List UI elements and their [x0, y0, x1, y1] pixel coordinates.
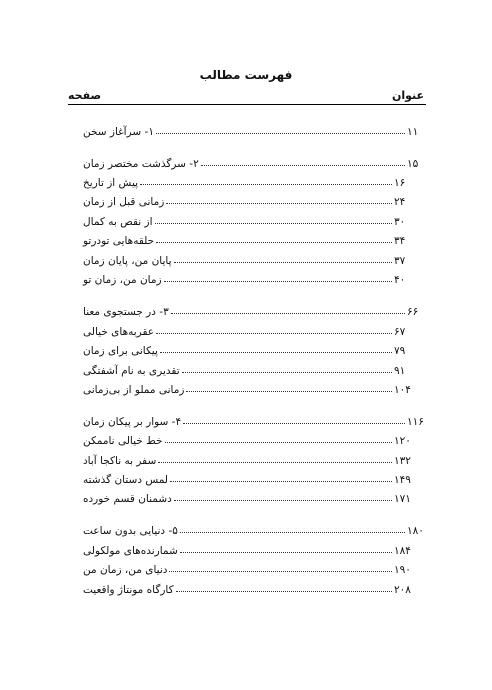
toc-entry-page-number: ۴۰	[394, 274, 406, 286]
toc-header	[68, 89, 424, 105]
toc-entry-label: پیش از تاریخ	[83, 177, 139, 189]
dot-leader	[186, 391, 392, 392]
dot-leader	[155, 223, 392, 224]
toc-entry-page-number: ۱۷۱	[394, 493, 411, 505]
toc-subentry	[82, 229, 412, 247]
toc-chapter-entry	[82, 152, 425, 170]
toc-subentry	[82, 171, 412, 189]
dot-leader	[165, 442, 392, 443]
column-page-label: صفحه	[68, 89, 102, 102]
toc-entry-label: دشمنان قسم خورده	[83, 493, 172, 505]
dot-leader	[183, 423, 405, 424]
toc-entry-page-number: ۱۴۹	[394, 474, 411, 486]
toc-entry-page-number: ۶۷	[394, 326, 406, 338]
dot-leader	[180, 552, 392, 553]
toc-entry-label: کارگاه مونتاژ واقعیت	[83, 584, 174, 596]
toc-chapter-entry	[82, 519, 425, 537]
toc-entry-page-number: ۹۱	[394, 365, 406, 377]
toc-entry-label: تقدیری به نام آشفتگی	[83, 365, 180, 377]
dot-leader	[182, 372, 392, 373]
dot-leader	[156, 333, 392, 334]
toc-entry-label: دنیای من، زمان من	[83, 564, 168, 576]
toc-subentry	[82, 190, 412, 208]
dot-leader	[171, 313, 405, 314]
header-rule	[68, 104, 426, 105]
toc-entry-label: ۲- سرگذشت مختصر زمان	[83, 158, 199, 170]
dot-leader	[156, 242, 392, 243]
toc-subentry	[82, 249, 412, 267]
dot-leader	[169, 571, 392, 572]
toc-entry-label: لمس دستان گذشته	[83, 474, 168, 486]
dot-leader	[174, 262, 392, 263]
dot-leader	[140, 184, 392, 185]
toc-entry-page-number: ۱۳۲	[394, 455, 411, 467]
dot-leader	[158, 462, 392, 463]
toc-entry-page-number: ۱۱	[407, 126, 419, 138]
toc-subentry	[82, 468, 412, 486]
toc-entry-page-number: ۳۴	[394, 235, 406, 247]
toc-entry-label: حلقه‌هایی تودرتو	[83, 235, 155, 247]
toc-subentry	[82, 578, 412, 596]
dot-leader	[174, 500, 392, 501]
toc-entry-label: زمانی مملو از بی‌زمانی	[83, 384, 185, 396]
toc-entry-label: سفر به ناکجا آباد	[83, 455, 157, 467]
toc-entry-page-number: ۲۴	[394, 196, 406, 208]
toc-subentry	[82, 539, 412, 557]
toc-entry-label: ۳- در جستجوی معنا	[83, 306, 169, 318]
toc-subentry	[82, 210, 412, 228]
toc-entry-label: زمان من، زمان تو	[83, 274, 162, 286]
toc-entry-page-number: ۶۶	[407, 306, 419, 318]
toc-entry-page-number: ۱۸۴	[394, 545, 411, 557]
toc-subentry	[82, 558, 412, 576]
toc-entry-page-number: ۱۲۰	[394, 435, 411, 447]
toc-entry-label: ۱- سرآغاز سخن	[83, 126, 154, 138]
dot-leader	[164, 281, 392, 282]
toc-entry-label: پیکانی برای زمان	[83, 345, 158, 357]
toc-entry-page-number: ۱۱۶	[407, 416, 424, 428]
toc-entry-page-number: ۱۸۰	[407, 525, 424, 537]
toc-subentry	[82, 320, 412, 338]
toc-entry-page-number: ۱۶	[394, 177, 406, 189]
toc-entry-label: خط خیالی ناممکن	[83, 435, 163, 447]
toc-entry-page-number: ۳۰	[394, 216, 406, 228]
toc-entry-label: زمانی قبل از زمان	[83, 196, 165, 208]
dot-leader	[180, 532, 405, 533]
toc-subentry	[82, 429, 412, 447]
toc-subentry	[82, 339, 412, 357]
toc-entry-page-number: ۱۵	[407, 158, 419, 170]
toc-entry-label: عقربه‌های خیالی	[83, 326, 155, 338]
dot-leader	[160, 352, 392, 353]
dot-leader	[156, 133, 405, 134]
toc-entry-label: پایان من، پایان زمان	[83, 255, 172, 267]
toc-entry-page-number: ۱۰۴	[394, 384, 411, 396]
toc-chapter-entry	[82, 120, 425, 138]
toc-entry-page-number: ۲۰۸	[394, 584, 411, 596]
toc-entry-page-number: ۱۹۰	[394, 564, 411, 576]
dot-leader	[166, 203, 392, 204]
toc-subentry	[82, 268, 412, 286]
toc-subentry	[82, 378, 412, 396]
toc-title: فهرست مطالب	[199, 68, 293, 82]
toc-entry-page-number: ۳۷	[394, 255, 406, 267]
column-title-label: عنوان	[391, 89, 424, 102]
dot-leader	[170, 481, 392, 482]
toc-entry-page-number: ۷۹	[394, 345, 406, 357]
toc-entry-label: شمارنده‌های مولکولی	[83, 545, 178, 557]
dot-leader	[201, 165, 405, 166]
toc-entry-label: از نقص به کمال	[83, 216, 153, 228]
toc-subentry	[82, 449, 412, 467]
toc-subentry	[82, 487, 412, 505]
toc-entry-label: ۵- دنیایی بدون ساعت	[83, 525, 178, 537]
toc-chapter-entry	[82, 300, 425, 318]
toc-entry-label: ۴- سوار بر پیکان زمان	[83, 416, 182, 428]
toc-chapter-entry	[82, 410, 425, 428]
toc-subentry	[82, 359, 412, 377]
dot-leader	[176, 591, 392, 592]
